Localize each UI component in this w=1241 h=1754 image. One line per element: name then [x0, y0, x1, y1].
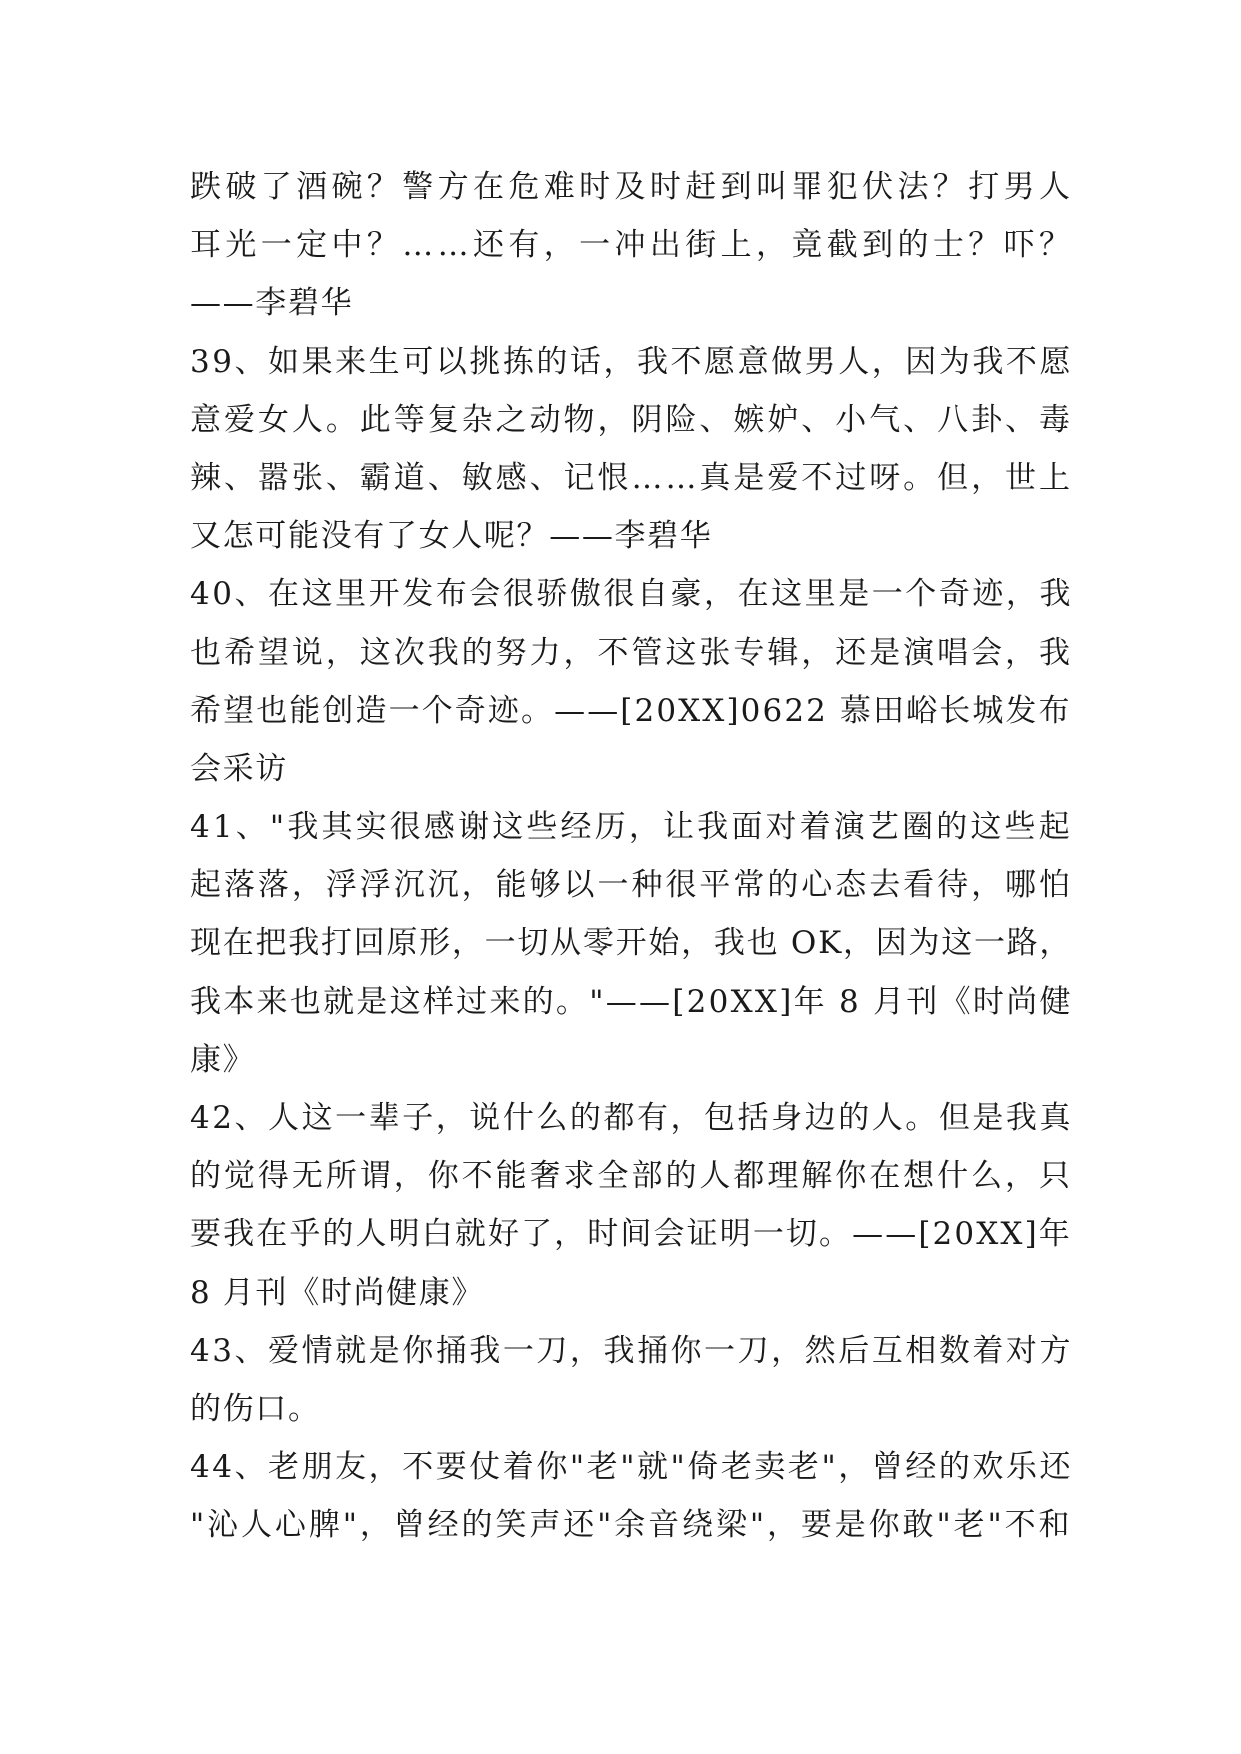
text-line: 要我在乎的人明白就好了，时间会证明一切。——[20XX]年	[190, 1216, 1072, 1253]
text-line: 41、"我其实很感谢这些经历，让我面对着演艺圈的这些起	[190, 809, 1073, 846]
text-line: 我本来也就是这样过来的。"——[20XX]年 8 月刊《时尚健	[190, 983, 1073, 1020]
text-line: 也希望说，这次我的努力，不管这张专辑，还是演唱会，我	[190, 634, 1073, 671]
text-line: 耳光一定中？……还有，一冲出街上，竟截到的士？吓？	[190, 227, 1075, 264]
text-line: 希望也能创造一个奇迹。——[20XX]0622 慕田峪长城发布	[190, 692, 1072, 729]
text-line: ——李碧华	[190, 285, 354, 322]
text-line: "沁人心脾"，曾经的笑声还"余音绕梁"，要是你敢"老"不和	[190, 1507, 1073, 1544]
text-line: 现在把我打回原形，一切从零开始，我也 OK，因为这一路，	[190, 925, 1073, 962]
text-line: 44、老朋友，不要仗着你"老"就"倚老卖老"，曾经的欢乐还	[190, 1449, 1074, 1486]
text-line: 起落落，浮浮沉沉，能够以一种很平常的心态去看待，哪怕	[190, 867, 1073, 904]
text-line: 43、爱情就是你捅我一刀，我捅你一刀，然后互相数着对方	[190, 1332, 1073, 1369]
text-line: 会采访	[190, 750, 288, 787]
text-line: 40、在这里开发布会很骄傲很自豪，在这里是一个奇迹，我	[190, 576, 1073, 613]
text-line: 39、如果来生可以挑拣的话，我不愿意做男人，因为我不愿	[190, 343, 1073, 380]
text-line: 42、人这一辈子，说什么的都有，包括身边的人。但是我真	[190, 1100, 1073, 1136]
body-text	[190, 158, 1075, 1555]
text-line: 意爱女人。此等复杂之动物，阴险、嫉妒、小气、八卦、毒	[190, 401, 1073, 438]
text-line: 又怎可能没有了女人呢？——李碧华	[190, 518, 713, 555]
text-line: 康》	[190, 1041, 256, 1078]
text-line: 8 月刊《时尚健康》	[190, 1274, 485, 1311]
text-line: 跌破了酒碗？警方在危难时及时赶到叫罪犯伏法？打男人	[190, 169, 1075, 205]
text-line: 的觉得无所谓，你不能奢求全部的人都理解你在想什么，只	[190, 1158, 1073, 1195]
text-line: 的伤口。	[190, 1390, 321, 1427]
text-line: 辣、嚣张、霸道、敏感、记恨……真是爱不过呀。但，世上	[190, 459, 1073, 496]
